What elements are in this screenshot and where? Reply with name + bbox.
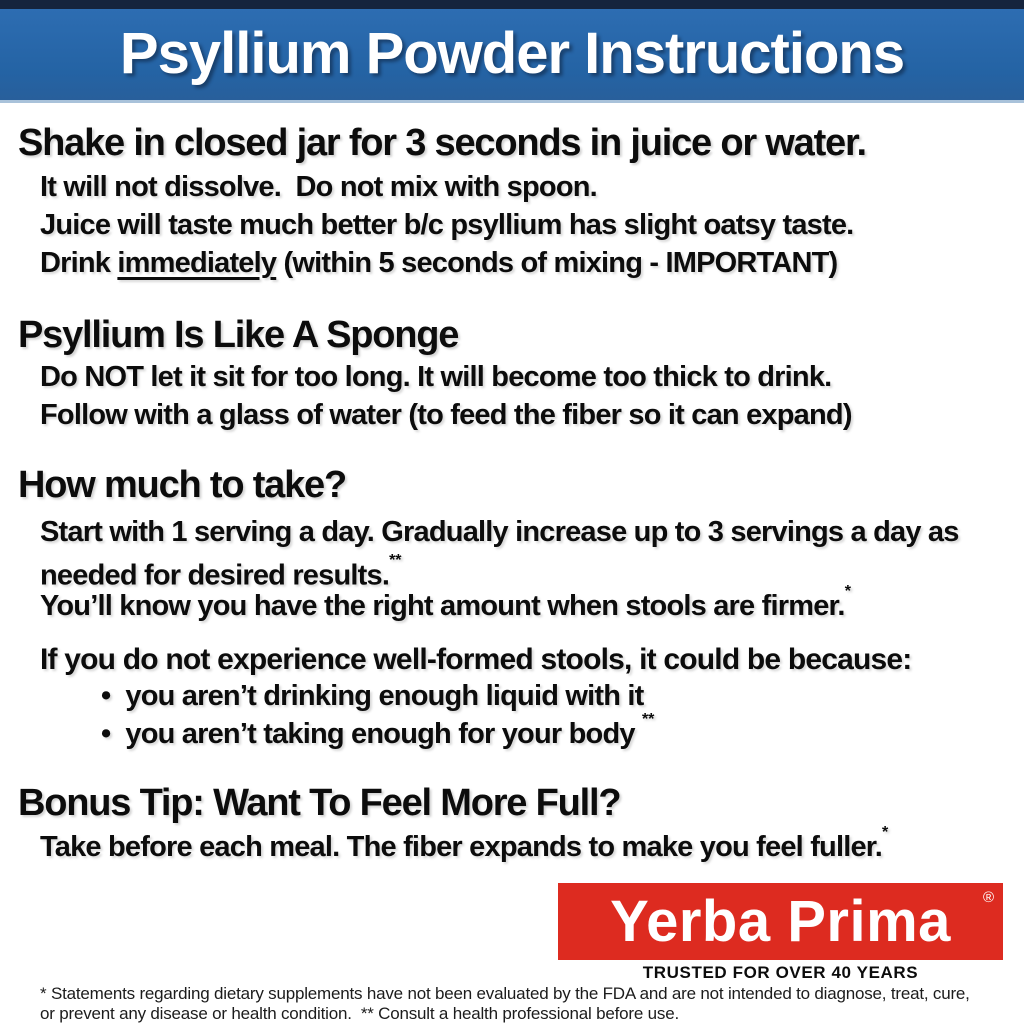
brand-tagline: TRUSTED FOR OVER 40 YEARS [642,963,919,982]
bonus-line-1-text: Take before each meal. The fiber expands to make you feel fuller. [40,831,882,863]
page-title: Psyllium Powder Instructions [119,21,905,86]
troubleshoot-bullet-1-text: you aren’t drinking enough liquid with it [125,680,644,712]
shake-line-1: It will not dissolve. Do not mix with spoon. [40,171,597,203]
troubleshoot-bullet-2 [101,710,655,751]
bullet-icon: • [101,680,111,712]
disclaimer-line-2: or prevent any disease or health condition. ** Consult a health professional before use. [40,1004,679,1023]
footnote-marker-double: ** [389,552,402,570]
troubleshoot-bullet-1 [101,680,644,713]
header-banner [0,0,1024,103]
shake-line-3-suffix: (within 5 seconds of mixing - IMPORTANT) [276,247,838,279]
shake-line-3-prefix: Drink [40,247,118,279]
sponge-line-2: Follow with a glass of water (to feed the fiber so it can expand) [40,399,852,431]
how-much-line-2-text: You’ll know you have the right amount when stools are firmer. [40,590,845,622]
section-sponge-heading: Psyllium Is Like A Sponge [18,314,459,356]
troubleshoot-bullet-2-text [125,710,655,751]
footnote-marker-double: ** [641,710,655,728]
logo-wordmark: Yerba Prima [610,889,951,954]
section-bonus-heading: Bonus Tip: Want To Feel More Full? [18,782,621,824]
disclaimer-line-1: * Statements regarding dietary supplements have not been evaluated by the FDA and are not intended to diagnose, treat, cure, [40,984,970,1003]
troubleshoot-bullet-2-body: you aren’t taking enough for your body [125,718,642,750]
shake-line-3-underlined: immediately [117,247,277,279]
registered-trademark-icon: ® [982,889,994,906]
sponge-line-1: Do NOT let it sit for too long. It will become too thick to drink. [40,361,832,393]
section-shake-heading: Shake in closed jar for 3 seconds in juice or water. [18,122,866,164]
shake-line-3 [40,246,837,281]
bullet-icon: • [101,718,111,750]
footnote-marker-single: * [881,823,889,841]
shake-line-2: Juice will taste much better b/c psyllium has slight oatsy taste. [40,209,854,241]
how-much-line-1-text: Start with 1 serving a day. Gradually increase up to 3 servings a day as needed for desired results. [40,516,966,592]
yerba-prima-logo [558,883,1003,960]
how-much-line-2 [40,582,851,624]
footnote-marker-single: * [844,582,851,600]
troubleshoot-intro: If you do not experience well-formed stools, it could be because: [40,643,912,676]
section-how-much-heading: How much to take? [18,464,346,506]
bonus-line-1 [40,823,889,865]
